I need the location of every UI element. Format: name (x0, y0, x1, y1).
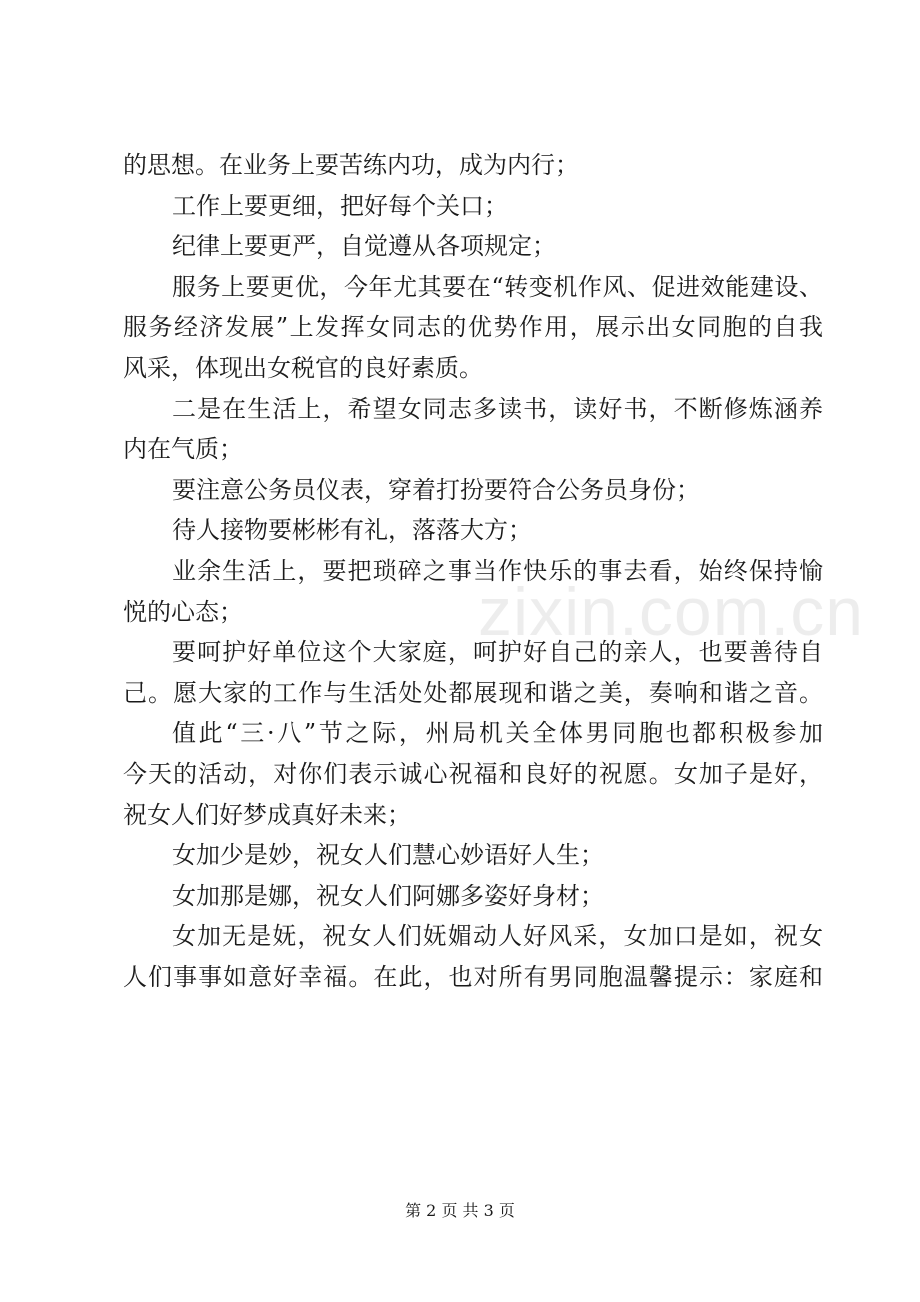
text-line: 值此“三·八”节之际，州局机关全体男同胞也都积极参加 (172, 719, 823, 748)
text-line: 业余生活上，要把琐碎之事当作快乐的事去看，始终保持愉 (172, 556, 823, 585)
text-line: 祝女人们好梦成真好未来； (123, 800, 411, 829)
text-line: 人们事事如意好幸福。在此，也对所有男同胞温馨提示：家庭和 (123, 962, 823, 991)
text-line: 纪律上要更严，自觉遵从各项规定； (172, 232, 556, 261)
text-line: 要注意公务员仪表，穿着打扮要符合公务员身份； (172, 475, 700, 504)
page-number-footer: 第 2 页 共 3 页 (405, 1201, 515, 1220)
text-line: 服务上要更优，今年尤其要在“转变机作风、促进效能建设、 (172, 272, 823, 301)
text-line: 己。愿大家的工作与生活处处都展现和谐之美，奏响和谐之音。 (123, 678, 823, 707)
text-line: 风采，体现出女税官的良好素质。 (123, 353, 483, 382)
text-line: 的思想。在业务上要苦练内功，成为内行； (123, 151, 579, 179)
text-line: 二是在生活上，希望女同志多读书，读好书，不断修炼涵养 (172, 394, 823, 423)
text-line: 女加无是妩，祝女人们妩媚动人好风采，女加口是如，祝女 (172, 922, 823, 951)
watermark: zixin.com.cn (478, 574, 865, 650)
text-line: 要呵护好单位这个大家庭，呵护好自己的亲人，也要善待自 (172, 638, 823, 667)
document-body (123, 145, 823, 997)
text-line: 女加少是妙，祝女人们慧心妙语好人生； (172, 841, 604, 870)
text-line: 服务经济发展”上发挥女同志的优势作用，展示出女同胞的自我 (123, 313, 823, 342)
text-line: 悦的心态； (123, 597, 243, 626)
text-line: 今天的活动，对你们表示诚心祝福和良好的祝愿。女加子是好， (123, 759, 823, 788)
text-line: 待人接物要彬彬有礼，落落大方； (172, 516, 532, 545)
text-line: 女加那是娜，祝女人们阿娜多姿好身材； (172, 881, 604, 910)
text-line: 内在气质； (123, 435, 243, 464)
text-line: 工作上要更细，把好每个关口； (172, 191, 508, 220)
